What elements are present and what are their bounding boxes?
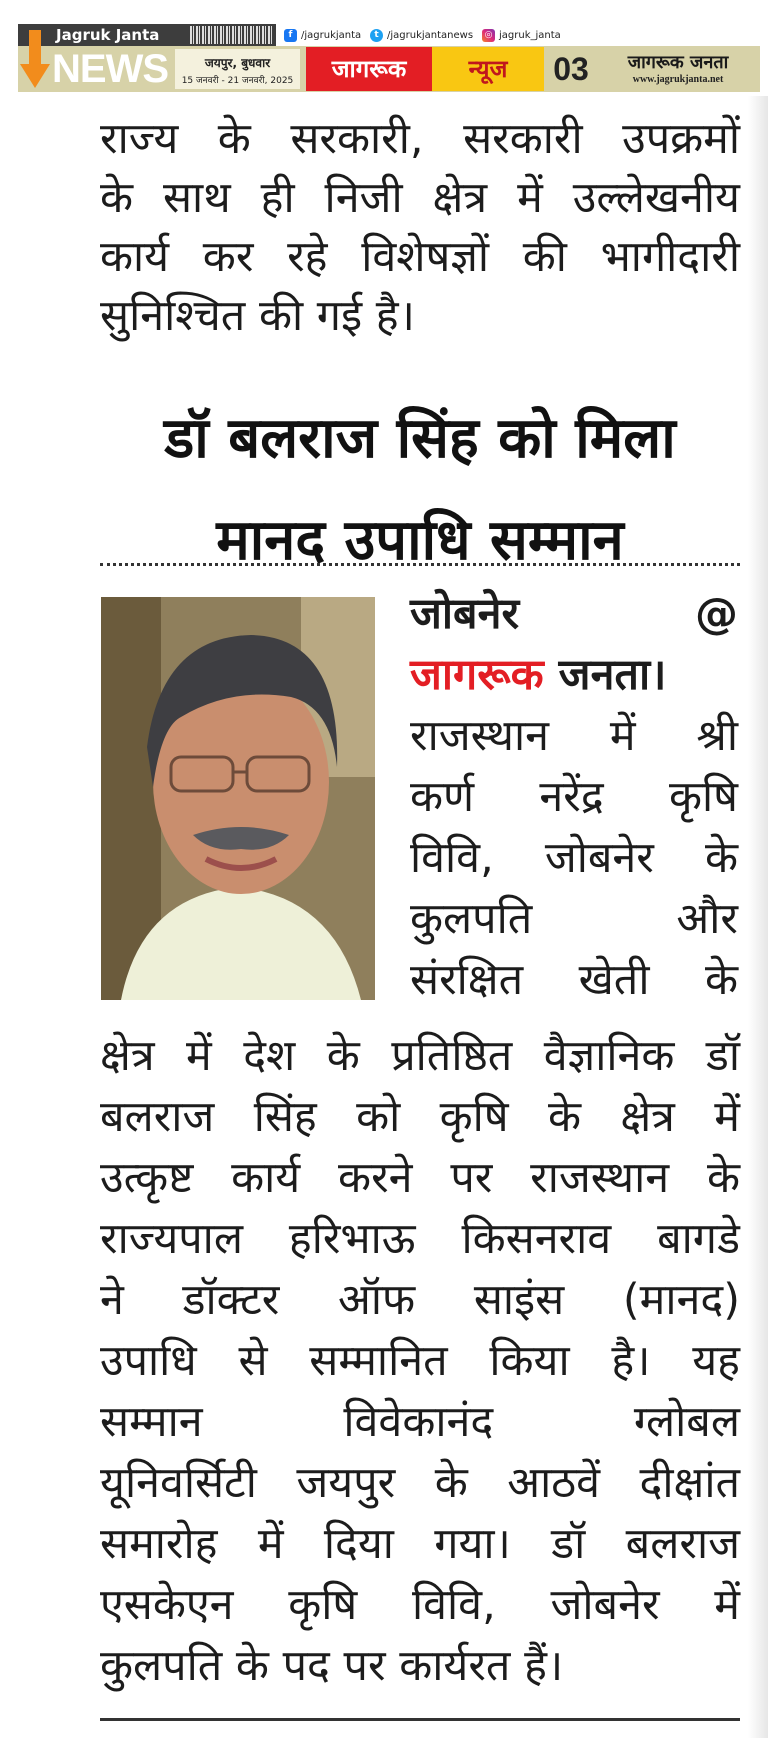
website-link[interactable]: www.jagrukjanta.net: [632, 74, 724, 85]
issue-city-day: जयपुर, बुधवार: [204, 56, 271, 70]
instagram-handle[interactable]: ◎ jagruk_janta: [482, 27, 561, 43]
intro-paragraph: [100, 110, 740, 346]
body-paragraph: [100, 1026, 740, 1697]
barcode-graphic: [190, 26, 274, 44]
dateline-rest: जनता।: [558, 650, 667, 700]
intro-line: के साथ ही निजी क्षेत्र में उल्लेखनीय: [100, 173, 740, 223]
jagruk-logo: जागरूक: [306, 47, 432, 91]
body-line: समारोह में दिया गया। डॉ बलराज: [100, 1519, 740, 1569]
page-edge-shadow: [748, 96, 768, 1738]
portrait-photo: [101, 597, 375, 1000]
news-hindi-logo: न्यूज: [432, 47, 544, 91]
body-line: ने डॉक्टर ऑफ साइंस (मानद): [100, 1275, 740, 1325]
issue-date-range: 15 जनवरी - 21 जनवरी, 2025: [181, 76, 294, 86]
dateline-red-word: जागरूक: [410, 650, 544, 700]
body-line: राज्यपाल हरिभाऊ किसनराव बागडे: [100, 1214, 740, 1264]
body-line: यूनिवर्सिटी जयपुर के आठवें दीक्षांत: [100, 1458, 740, 1508]
paper-name: जागरूक जनता: [627, 52, 729, 73]
twitter-icon: t: [370, 29, 383, 42]
body-line: कुलपति के पद पर कार्यरत हैं।: [100, 1641, 564, 1691]
dateline-row: [410, 584, 738, 645]
side-line: विवि, जोबनेर के: [410, 833, 738, 883]
intro-line: राज्य के सरकारी, सरकारी उपक्रमों: [100, 114, 740, 164]
facebook-handle[interactable]: f /jagrukjanta: [284, 27, 361, 43]
body-line: उपाधि से सम्मानित किया है। यह: [100, 1336, 740, 1386]
body-line: बलराज सिंह को कृषि के क्षेत्र में: [100, 1092, 740, 1142]
brand-small-title: Jagruk Janta: [56, 26, 160, 44]
dotted-divider: [100, 563, 740, 566]
dateline-at: @: [695, 589, 738, 639]
dateline-place: जोबनेर: [410, 589, 520, 639]
body-line: उत्कृष्ट कार्य करने पर राजस्थान के: [100, 1153, 740, 1203]
brand-news-wordmark: NEWS: [52, 47, 168, 91]
body-line: सम्मान विवेकानंद ग्लोबल: [100, 1397, 740, 1447]
headline-line-1: डॉ बलराज सिंह को मिला: [164, 406, 676, 471]
instagram-icon: ◎: [482, 29, 495, 42]
side-line: कुलपति और: [410, 894, 738, 944]
intro-line: सुनिश्चित की गई है।: [100, 291, 415, 341]
headline-line-2: मानद उपाधि सम्मान: [216, 508, 624, 573]
intro-line: कार्य कर रहे विशेषज्ञों की भागीदारी: [100, 232, 740, 282]
masthead: [0, 0, 768, 96]
facebook-icon: f: [284, 29, 297, 42]
article-headline: [100, 388, 740, 592]
dateline-source: [410, 645, 738, 706]
side-column: [410, 584, 738, 1011]
down-arrow-icon: [20, 30, 50, 90]
masthead-right-title: [598, 47, 758, 91]
side-line: कर्ण नरेंद्र कृषि: [410, 772, 738, 822]
page-number: 03: [553, 51, 589, 87]
side-line: संरक्षित खेती के: [410, 955, 738, 1005]
portrait-illustration: [101, 597, 375, 1000]
twitter-handle[interactable]: t /jagrukjantanews: [370, 27, 473, 43]
side-line: राजस्थान में श्री: [410, 711, 738, 761]
bottom-divider: [100, 1718, 740, 1721]
body-line: क्षेत्र में देश के प्रतिष्ठित वैज्ञानिक डॉ: [100, 1031, 740, 1081]
issue-date-box: [175, 49, 300, 89]
body-line: एसकेएन कृषि विवि, जोबनेर में: [100, 1580, 740, 1630]
